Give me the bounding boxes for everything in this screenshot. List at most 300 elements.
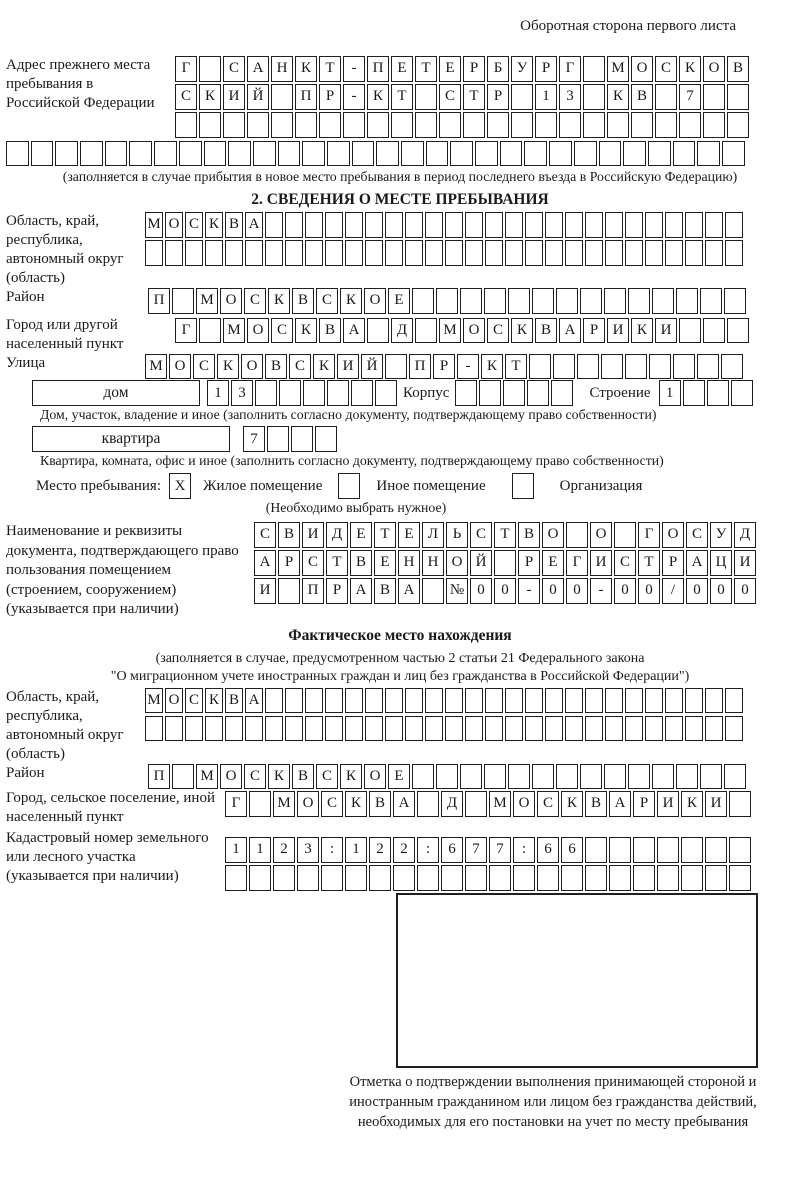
char-box[interactable]: [185, 240, 203, 266]
char-box[interactable]: [553, 354, 575, 380]
char-box[interactable]: -: [590, 578, 612, 604]
char-box[interactable]: Е: [439, 56, 461, 82]
char-box[interactable]: 3: [231, 380, 253, 406]
char-box[interactable]: [351, 380, 373, 406]
char-box[interactable]: 2: [393, 837, 415, 863]
char-box[interactable]: [245, 716, 263, 742]
char-box[interactable]: 1: [249, 837, 271, 863]
char-box[interactable]: [405, 688, 423, 714]
char-box[interactable]: М: [196, 764, 218, 790]
char-box[interactable]: И: [607, 318, 629, 344]
char-box[interactable]: [700, 764, 722, 790]
char-box[interactable]: [297, 865, 319, 891]
char-box[interactable]: [223, 112, 245, 138]
char-box[interactable]: У: [710, 522, 732, 548]
char-box[interactable]: К: [295, 56, 317, 82]
char-box[interactable]: С: [271, 318, 293, 344]
char-box[interactable]: [585, 240, 603, 266]
char-box[interactable]: [511, 112, 533, 138]
char-box[interactable]: М: [489, 791, 511, 817]
char-box[interactable]: [657, 837, 679, 863]
char-box[interactable]: [508, 764, 530, 790]
char-box[interactable]: [204, 141, 227, 167]
stay-checkbox-organization[interactable]: [512, 473, 534, 499]
char-box[interactable]: О: [364, 288, 386, 314]
char-box[interactable]: [628, 764, 650, 790]
char-box[interactable]: [415, 84, 437, 110]
char-box[interactable]: [724, 288, 746, 314]
char-box[interactable]: В: [225, 688, 243, 714]
char-box[interactable]: 7: [243, 426, 265, 452]
char-box[interactable]: [532, 764, 554, 790]
char-box[interactable]: [225, 716, 243, 742]
char-box[interactable]: [648, 141, 671, 167]
char-box[interactable]: М: [196, 288, 218, 314]
char-box[interactable]: -: [343, 56, 365, 82]
char-box[interactable]: Н: [271, 56, 293, 82]
char-box[interactable]: П: [148, 288, 170, 314]
char-box[interactable]: [655, 112, 677, 138]
char-box[interactable]: О: [165, 212, 183, 238]
char-box[interactable]: [185, 716, 203, 742]
char-box[interactable]: П: [409, 354, 431, 380]
char-box[interactable]: Н: [398, 550, 420, 576]
char-box[interactable]: [727, 318, 749, 344]
char-box[interactable]: [465, 688, 483, 714]
char-box[interactable]: [665, 688, 683, 714]
char-box[interactable]: С: [244, 288, 266, 314]
char-box[interactable]: Р: [633, 791, 655, 817]
char-box[interactable]: [551, 380, 573, 406]
char-box[interactable]: [385, 354, 407, 380]
char-box[interactable]: [225, 865, 247, 891]
char-box[interactable]: [722, 141, 745, 167]
char-box[interactable]: М: [145, 688, 163, 714]
char-box[interactable]: Д: [441, 791, 463, 817]
char-box[interactable]: Р: [518, 550, 540, 576]
char-box[interactable]: М: [607, 56, 629, 82]
char-box[interactable]: [253, 141, 276, 167]
char-box[interactable]: Р: [662, 550, 684, 576]
char-box[interactable]: [609, 865, 631, 891]
char-box[interactable]: [105, 141, 128, 167]
char-box[interactable]: [376, 141, 399, 167]
char-box[interactable]: [415, 318, 437, 344]
char-box[interactable]: Е: [374, 550, 396, 576]
char-box[interactable]: [633, 865, 655, 891]
char-box[interactable]: [697, 141, 720, 167]
char-box[interactable]: [265, 212, 283, 238]
char-box[interactable]: [625, 212, 643, 238]
char-box[interactable]: К: [679, 56, 701, 82]
char-box[interactable]: О: [220, 288, 242, 314]
char-box[interactable]: [172, 288, 194, 314]
char-box[interactable]: К: [340, 764, 362, 790]
char-box[interactable]: [681, 865, 703, 891]
char-box[interactable]: О: [247, 318, 269, 344]
char-box[interactable]: К: [631, 318, 653, 344]
char-box[interactable]: [605, 688, 623, 714]
char-box[interactable]: [271, 84, 293, 110]
char-box[interactable]: [652, 764, 674, 790]
char-box[interactable]: К: [511, 318, 533, 344]
char-box[interactable]: О: [590, 522, 612, 548]
char-box[interactable]: Й: [247, 84, 269, 110]
char-box[interactable]: [321, 865, 343, 891]
char-box[interactable]: [385, 688, 403, 714]
char-box[interactable]: [525, 212, 543, 238]
char-box[interactable]: С: [289, 354, 311, 380]
char-box[interactable]: [628, 288, 650, 314]
char-box[interactable]: [508, 288, 530, 314]
char-box[interactable]: :: [321, 837, 343, 863]
char-box[interactable]: [422, 578, 444, 604]
char-box[interactable]: М: [223, 318, 245, 344]
char-box[interactable]: Р: [487, 84, 509, 110]
char-box[interactable]: [565, 212, 583, 238]
char-box[interactable]: А: [686, 550, 708, 576]
char-box[interactable]: [365, 688, 383, 714]
char-box[interactable]: И: [302, 522, 324, 548]
char-box[interactable]: С: [223, 56, 245, 82]
char-box[interactable]: [463, 112, 485, 138]
char-box[interactable]: [524, 141, 547, 167]
apartment-type-box[interactable]: квартира: [32, 426, 230, 452]
char-box[interactable]: Р: [326, 578, 348, 604]
char-box[interactable]: [489, 865, 511, 891]
char-box[interactable]: С: [321, 791, 343, 817]
char-box[interactable]: Б: [487, 56, 509, 82]
char-box[interactable]: С: [614, 550, 636, 576]
char-box[interactable]: [705, 837, 727, 863]
char-box[interactable]: [154, 141, 177, 167]
char-box[interactable]: [460, 288, 482, 314]
char-box[interactable]: Е: [391, 56, 413, 82]
char-box[interactable]: [604, 764, 626, 790]
char-box[interactable]: Г: [638, 522, 660, 548]
char-box[interactable]: 3: [297, 837, 319, 863]
char-box[interactable]: [729, 865, 751, 891]
char-box[interactable]: [445, 688, 463, 714]
char-box[interactable]: В: [265, 354, 287, 380]
char-box[interactable]: В: [350, 550, 372, 576]
char-box[interactable]: Д: [734, 522, 756, 548]
char-box[interactable]: [450, 141, 473, 167]
char-box[interactable]: [537, 865, 559, 891]
char-box[interactable]: [725, 716, 743, 742]
char-box[interactable]: [6, 141, 29, 167]
char-box[interactable]: [511, 84, 533, 110]
char-box[interactable]: О: [165, 688, 183, 714]
char-box[interactable]: [352, 141, 375, 167]
char-box[interactable]: [605, 240, 623, 266]
char-box[interactable]: [583, 112, 605, 138]
char-box[interactable]: [549, 141, 572, 167]
char-box[interactable]: [475, 141, 498, 167]
char-box[interactable]: 0: [614, 578, 636, 604]
char-box[interactable]: [529, 354, 551, 380]
char-box[interactable]: [369, 865, 391, 891]
char-box[interactable]: [673, 354, 695, 380]
char-box[interactable]: А: [245, 688, 263, 714]
char-box[interactable]: Т: [638, 550, 660, 576]
char-box[interactable]: [725, 240, 743, 266]
char-box[interactable]: 1: [207, 380, 229, 406]
char-box[interactable]: [305, 688, 323, 714]
char-box[interactable]: О: [463, 318, 485, 344]
char-box[interactable]: [145, 716, 163, 742]
char-box[interactable]: [513, 865, 535, 891]
char-box[interactable]: [503, 380, 525, 406]
char-box[interactable]: 6: [441, 837, 463, 863]
char-box[interactable]: [545, 240, 563, 266]
char-box[interactable]: [319, 112, 341, 138]
char-box[interactable]: О: [364, 764, 386, 790]
char-box[interactable]: [417, 791, 439, 817]
char-box[interactable]: [405, 240, 423, 266]
char-box[interactable]: [577, 354, 599, 380]
char-box[interactable]: [545, 212, 563, 238]
house-type-box[interactable]: дом: [32, 380, 200, 406]
char-box[interactable]: [327, 380, 349, 406]
char-box[interactable]: 1: [535, 84, 557, 110]
char-box[interactable]: [556, 288, 578, 314]
char-box[interactable]: [327, 141, 350, 167]
char-box[interactable]: [445, 212, 463, 238]
char-box[interactable]: [305, 716, 323, 742]
char-box[interactable]: П: [302, 578, 324, 604]
char-box[interactable]: [485, 212, 503, 238]
char-box[interactable]: [479, 380, 501, 406]
char-box[interactable]: :: [513, 837, 535, 863]
char-box[interactable]: Р: [463, 56, 485, 82]
char-box[interactable]: [278, 141, 301, 167]
char-box[interactable]: [484, 288, 506, 314]
char-box[interactable]: О: [297, 791, 319, 817]
char-box[interactable]: 1: [659, 380, 681, 406]
char-box[interactable]: П: [295, 84, 317, 110]
char-box[interactable]: А: [247, 56, 269, 82]
char-box[interactable]: М: [273, 791, 295, 817]
char-box[interactable]: К: [340, 288, 362, 314]
char-box[interactable]: [285, 240, 303, 266]
char-box[interactable]: С: [185, 688, 203, 714]
char-box[interactable]: И: [655, 318, 677, 344]
char-box[interactable]: [345, 212, 363, 238]
char-box[interactable]: А: [350, 578, 372, 604]
char-box[interactable]: Р: [278, 550, 300, 576]
char-box[interactable]: О: [169, 354, 191, 380]
char-box[interactable]: [460, 764, 482, 790]
char-box[interactable]: А: [393, 791, 415, 817]
char-box[interactable]: С: [470, 522, 492, 548]
char-box[interactable]: Й: [470, 550, 492, 576]
char-box[interactable]: [721, 354, 743, 380]
char-box[interactable]: [729, 837, 751, 863]
char-box[interactable]: Е: [542, 550, 564, 576]
char-box[interactable]: К: [607, 84, 629, 110]
char-box[interactable]: К: [295, 318, 317, 344]
char-box[interactable]: П: [148, 764, 170, 790]
char-box[interactable]: [585, 837, 607, 863]
char-box[interactable]: Р: [583, 318, 605, 344]
char-box[interactable]: Е: [388, 288, 410, 314]
char-box[interactable]: [565, 240, 583, 266]
char-box[interactable]: [465, 212, 483, 238]
char-box[interactable]: [631, 112, 653, 138]
char-box[interactable]: [525, 716, 543, 742]
char-box[interactable]: [655, 84, 677, 110]
char-box[interactable]: [425, 716, 443, 742]
char-box[interactable]: [566, 522, 588, 548]
char-box[interactable]: [623, 141, 646, 167]
char-box[interactable]: [685, 240, 703, 266]
char-box[interactable]: [375, 380, 397, 406]
char-box[interactable]: М: [145, 354, 167, 380]
char-box[interactable]: [129, 141, 152, 167]
char-box[interactable]: [633, 837, 655, 863]
char-box[interactable]: У: [511, 56, 533, 82]
char-box[interactable]: Т: [494, 522, 516, 548]
char-box[interactable]: О: [542, 522, 564, 548]
char-box[interactable]: [605, 716, 623, 742]
char-box[interactable]: С: [655, 56, 677, 82]
char-box[interactable]: С: [193, 354, 215, 380]
char-box[interactable]: [445, 240, 463, 266]
char-box[interactable]: [228, 141, 251, 167]
char-box[interactable]: [305, 212, 323, 238]
char-box[interactable]: 0: [734, 578, 756, 604]
char-box[interactable]: Н: [422, 550, 444, 576]
char-box[interactable]: [527, 380, 549, 406]
char-box[interactable]: [731, 380, 753, 406]
char-box[interactable]: [249, 791, 271, 817]
char-box[interactable]: С: [686, 522, 708, 548]
char-box[interactable]: К: [313, 354, 335, 380]
char-box[interactable]: [605, 212, 623, 238]
char-box[interactable]: Г: [175, 318, 197, 344]
char-box[interactable]: Т: [415, 56, 437, 82]
char-box[interactable]: А: [343, 318, 365, 344]
char-box[interactable]: [465, 240, 483, 266]
char-box[interactable]: [245, 240, 263, 266]
char-box[interactable]: 0: [566, 578, 588, 604]
char-box[interactable]: С: [316, 288, 338, 314]
char-box[interactable]: 0: [494, 578, 516, 604]
char-box[interactable]: [325, 240, 343, 266]
char-box[interactable]: [681, 837, 703, 863]
char-box[interactable]: [679, 112, 701, 138]
char-box[interactable]: [729, 791, 751, 817]
char-box[interactable]: А: [609, 791, 631, 817]
char-box[interactable]: [345, 716, 363, 742]
char-box[interactable]: [545, 716, 563, 742]
char-box[interactable]: [583, 56, 605, 82]
char-box[interactable]: [525, 688, 543, 714]
char-box[interactable]: [599, 141, 622, 167]
char-box[interactable]: Д: [326, 522, 348, 548]
char-box[interactable]: 0: [710, 578, 732, 604]
char-box[interactable]: [205, 716, 223, 742]
char-box[interactable]: [205, 240, 223, 266]
char-box[interactable]: [725, 688, 743, 714]
char-box[interactable]: [679, 318, 701, 344]
char-box[interactable]: Г: [566, 550, 588, 576]
stay-checkbox-residential[interactable]: X: [169, 473, 191, 499]
char-box[interactable]: [561, 865, 583, 891]
char-box[interactable]: [505, 716, 523, 742]
char-box[interactable]: [405, 716, 423, 742]
char-box[interactable]: [165, 240, 183, 266]
char-box[interactable]: [724, 764, 746, 790]
char-box[interactable]: И: [337, 354, 359, 380]
char-box[interactable]: [249, 865, 271, 891]
char-box[interactable]: [425, 212, 443, 238]
char-box[interactable]: О: [662, 522, 684, 548]
char-box[interactable]: [585, 716, 603, 742]
char-box[interactable]: [325, 212, 343, 238]
char-box[interactable]: А: [559, 318, 581, 344]
char-box[interactable]: С: [175, 84, 197, 110]
char-box[interactable]: [565, 688, 583, 714]
char-box[interactable]: [703, 318, 725, 344]
char-box[interactable]: Т: [326, 550, 348, 576]
char-box[interactable]: [315, 426, 337, 452]
char-box[interactable]: И: [590, 550, 612, 576]
char-box[interactable]: [405, 212, 423, 238]
char-box[interactable]: К: [268, 764, 290, 790]
char-box[interactable]: 2: [273, 837, 295, 863]
char-box[interactable]: 0: [638, 578, 660, 604]
char-box[interactable]: [265, 688, 283, 714]
char-box[interactable]: [485, 688, 503, 714]
char-box[interactable]: [673, 141, 696, 167]
char-box[interactable]: [585, 212, 603, 238]
char-box[interactable]: [705, 688, 723, 714]
char-box[interactable]: С: [244, 764, 266, 790]
char-box[interactable]: О: [241, 354, 263, 380]
char-box[interactable]: В: [292, 288, 314, 314]
char-box[interactable]: [727, 84, 749, 110]
char-box[interactable]: О: [446, 550, 468, 576]
char-box[interactable]: [436, 288, 458, 314]
char-box[interactable]: [279, 380, 301, 406]
char-box[interactable]: [445, 716, 463, 742]
char-box[interactable]: 6: [537, 837, 559, 863]
char-box[interactable]: [247, 112, 269, 138]
char-box[interactable]: [580, 764, 602, 790]
char-box[interactable]: [345, 865, 367, 891]
char-box[interactable]: [255, 380, 277, 406]
char-box[interactable]: [705, 716, 723, 742]
char-box[interactable]: А: [254, 550, 276, 576]
char-box[interactable]: [625, 688, 643, 714]
char-box[interactable]: [532, 288, 554, 314]
char-box[interactable]: [345, 688, 363, 714]
char-box[interactable]: [325, 688, 343, 714]
char-box[interactable]: [303, 380, 325, 406]
char-box[interactable]: [417, 865, 439, 891]
char-box[interactable]: К: [199, 84, 221, 110]
char-box[interactable]: [385, 716, 403, 742]
char-box[interactable]: [175, 112, 197, 138]
char-box[interactable]: [425, 240, 443, 266]
char-box[interactable]: [625, 354, 647, 380]
char-box[interactable]: В: [631, 84, 653, 110]
char-box[interactable]: И: [705, 791, 727, 817]
char-box[interactable]: [525, 240, 543, 266]
char-box[interactable]: 7: [489, 837, 511, 863]
